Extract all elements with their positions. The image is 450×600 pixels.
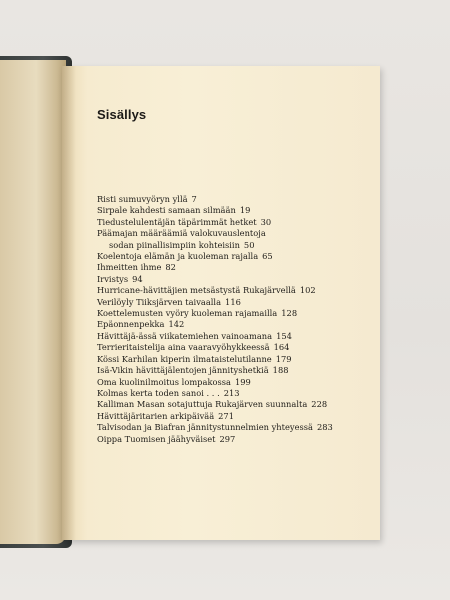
toc-page-number: 164 [273, 342, 290, 353]
toc-line [97, 297, 377, 308]
toc-page-number: 213 [223, 387, 240, 398]
toc-entry [97, 251, 377, 262]
toc-line [97, 422, 377, 433]
toc-entry [97, 262, 377, 273]
toc-page-number: 142 [168, 319, 185, 330]
toc-entry [97, 217, 377, 228]
toc-entry [97, 365, 377, 376]
toc-line [97, 217, 377, 228]
page-title: Sisällys [97, 107, 147, 122]
toc-page-number: 128 [281, 308, 298, 319]
toc-entry [97, 228, 377, 251]
toc-title: Talvisodan ja Biafran jännitystunnelmien yhteyessä [97, 422, 313, 433]
toc-line [97, 354, 377, 365]
toc-entry [97, 285, 377, 296]
toc-line [97, 285, 377, 296]
toc-line [97, 194, 377, 205]
toc-page-number: 116 [225, 296, 241, 307]
toc-title: Sirpale kahdesti samaan silmään [97, 205, 236, 216]
toc-title: Hurricane-hävittäjien metsästystä Rukajärvellä [97, 285, 296, 296]
toc-entry [97, 297, 377, 308]
toc-title: Tiedustelulentäjän täpärimmät hetket [97, 216, 257, 227]
toc-entry [97, 422, 377, 433]
toc-entry [97, 388, 377, 399]
toc-title: Hävittäjäritarien arkipäivää [97, 410, 215, 421]
toc-title: Ihmeitten ihme [97, 262, 162, 273]
toc-title: Kalliman Masan sotajuttuja Rukajärven suunnalta [97, 399, 308, 410]
toc-line [97, 365, 377, 376]
toc-page-number: 297 [219, 433, 236, 444]
toc-entry [97, 308, 377, 319]
toc-page-number: 7 [191, 194, 197, 204]
toc-title-continued: sodan piinallisimpiin kohteisiin [109, 239, 240, 250]
toc-entry [97, 194, 377, 205]
toc-line [97, 262, 377, 273]
toc-entry [97, 331, 377, 342]
toc-title: Hävittäjä-ässä viikatemiehen vainoamana [97, 330, 273, 341]
toc-page-number: 154 [276, 330, 292, 341]
toc-title: Verilöyly Tiiksjärven taivaalla [97, 296, 222, 307]
toc-entry [97, 399, 377, 410]
toc-page-number: 82 [165, 262, 176, 273]
toc-title: Kolmas kerta toden sanoi . . . [97, 387, 220, 398]
toc-entry [97, 205, 377, 216]
toc-line [97, 377, 377, 388]
toc-entry [97, 434, 377, 445]
toc-page-number: 228 [311, 399, 328, 410]
toc-title: Oma kuolinilmoitus lompakossa [97, 376, 231, 387]
toc-title: Oippa Tuomisen jäähyväiset [97, 433, 216, 444]
toc-line [97, 274, 377, 285]
toc-title: Kössi Karhilan kiperin ilmataistelutilanne [97, 353, 272, 364]
book-page [62, 66, 380, 540]
toc-title: Terrieritaistelija aina vaaravyöhykkeessä [97, 342, 270, 353]
toc-line [97, 411, 377, 422]
toc-page-number: 188 [272, 365, 289, 376]
toc-entry [97, 342, 377, 353]
toc-entry [97, 411, 377, 422]
toc-page-number: 102 [299, 285, 316, 296]
toc-entry [97, 354, 377, 365]
toc-page-number: 199 [234, 376, 251, 387]
toc-line [97, 388, 377, 399]
toc-line [97, 399, 377, 410]
toc-title: Risti sumuvyöryn yllä [97, 194, 188, 204]
gutter-shadow [62, 66, 76, 540]
toc-page-number: 50 [243, 239, 255, 250]
toc-line [97, 319, 377, 330]
toc-title: Isä-Vikin hävittäjälentojen jännityshetkiä [97, 365, 269, 376]
toc-title: Koettelemusten vyöry kuoleman rajamailla [97, 308, 278, 319]
toc-entry [97, 377, 377, 388]
toc-line [97, 228, 377, 239]
toc-line [97, 342, 377, 353]
toc-page-number: 19 [239, 205, 251, 216]
toc-page-number: 283 [316, 422, 333, 433]
toc-line [97, 251, 377, 262]
toc-line-continued [97, 240, 377, 251]
toc-title: Epäonnenpekka [97, 319, 165, 330]
toc-title: Koelentoja elämän ja kuoleman rajalla [97, 251, 259, 262]
toc-title: Päämajan määräämiä valokuvauslentoja [97, 228, 266, 239]
toc-page-number: 271 [218, 410, 234, 421]
toc-line [97, 308, 377, 319]
toc-page-number: 94 [132, 273, 143, 284]
toc-title: Irvistys [97, 273, 129, 284]
toc-line [97, 331, 377, 342]
toc-page-number: 65 [262, 251, 273, 262]
toc-line [97, 434, 377, 445]
toc-line [97, 205, 377, 216]
table-of-contents [97, 194, 377, 445]
toc-page-number: 30 [260, 216, 272, 227]
toc-entry [97, 319, 377, 330]
toc-entry [97, 274, 377, 285]
left-page-curl [0, 60, 66, 544]
toc-page-number: 179 [275, 353, 292, 364]
